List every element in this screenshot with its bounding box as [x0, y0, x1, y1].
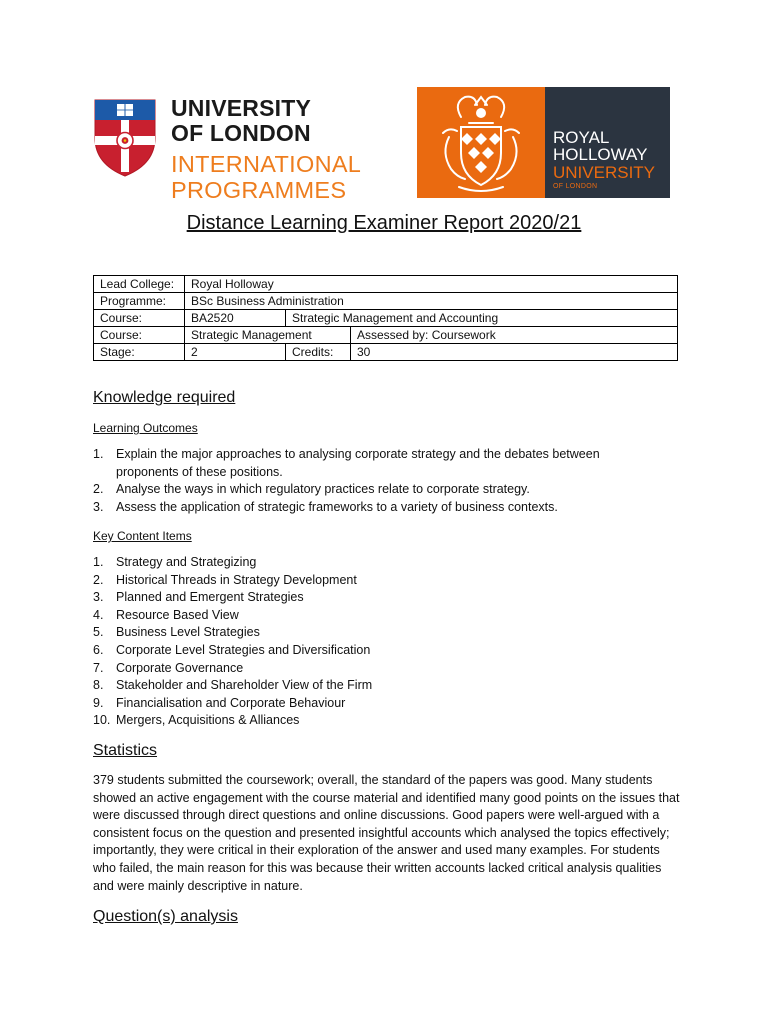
list-item: [93, 589, 653, 607]
list-number: 8.: [93, 678, 104, 693]
programme-label: Programme:: [94, 293, 185, 310]
stage-value: 2: [185, 344, 286, 361]
list-text: Resource Based View: [116, 607, 239, 622]
list-text: Mergers, Acquisitions & Alliances: [116, 713, 300, 728]
list-number: 1.: [93, 447, 104, 461]
statistics-paragraph: 379 students submitted the coursework; overall, the standard of the papers was good. Many students showed an active engagement with the course material and identified many good points on the issues that were discussed through direct questions and online discussions. Good papers were well-argued with a consistent focus on the question and presented insightful accounts which analysed the topics effectively; importantly, they were critical in their exploration of the answer and used many examples. For students who failed, the main reason for this was because their written accounts lacked critical analysis qualities and were mainly descriptive in nature.: [93, 773, 680, 893]
rh-line-4: OF LONDON: [553, 183, 598, 190]
list-item: [93, 695, 653, 713]
list-number: 3.: [93, 499, 104, 514]
course2-title: Strategic Management: [185, 327, 351, 344]
knowledge-required-heading: Knowledge required: [93, 389, 236, 406]
credits-value: 30: [351, 344, 678, 361]
list-item: [93, 712, 653, 730]
assessed-by: Assessed by: Coursework: [351, 327, 678, 344]
uol-wordmark: [171, 96, 361, 203]
table-row: [94, 344, 678, 361]
key-content-items-heading: Key Content Items: [93, 529, 192, 543]
list-number: 5.: [93, 625, 104, 640]
rh-orange-panel: [417, 87, 545, 198]
table-row: [94, 276, 678, 293]
university-of-london-logo: [93, 95, 362, 203]
uol-line-2: OF LONDON: [171, 120, 311, 146]
table-row: [94, 310, 678, 327]
course-title: Strategic Management and Accounting: [286, 310, 678, 327]
table-row: [94, 327, 678, 344]
list-number: 3.: [93, 590, 104, 605]
list-item: [93, 572, 653, 590]
list-number: 7.: [93, 660, 104, 675]
list-text: Corporate Governance: [116, 660, 244, 675]
lead-college-label: Lead College:: [94, 276, 185, 293]
list-text: Strategy and Strategizing: [116, 555, 257, 569]
rh-line-3: UNIVERSITY: [553, 163, 656, 182]
learning-outcomes-list: [93, 446, 653, 516]
credits-label: Credits:: [286, 344, 351, 361]
list-number: 2.: [93, 572, 104, 587]
royal-holloway-logo: [417, 87, 670, 198]
question-analysis-heading: Question(s) analysis: [93, 908, 238, 925]
list-item: [93, 499, 653, 517]
course2-label: Course:: [94, 327, 185, 344]
uol-line-3: INTERNATIONAL: [171, 151, 362, 177]
list-text: proponents of these positions.: [116, 464, 283, 479]
lead-college-value: Royal Holloway: [185, 276, 678, 293]
rh-line-1: ROYAL: [553, 128, 610, 147]
list-item: [93, 446, 653, 481]
list-item: [93, 642, 653, 660]
coat-of-arms-icon: [431, 93, 531, 193]
list-number: 2.: [93, 482, 104, 497]
list-item: [93, 624, 653, 642]
list-text: Financialisation and Corporate Behaviour: [116, 695, 346, 710]
list-text: Corporate Level Strategies and Diversification: [116, 642, 371, 657]
list-item: [93, 660, 653, 678]
list-text: Explain the major approaches to analysing corporate strategy and the debates between: [116, 447, 600, 461]
course-code: BA2520: [185, 310, 286, 327]
list-item: [93, 481, 653, 499]
list-number: 4.: [93, 607, 104, 622]
uol-line-4: PROGRAMMES: [171, 177, 347, 203]
list-number: 9.: [93, 695, 104, 710]
list-number: 6.: [93, 642, 104, 657]
report-title: Distance Learning Examiner Report 2020/21: [186, 212, 582, 234]
rh-line-2: HOLLOWAY: [553, 145, 648, 164]
learning-outcomes-heading: Learning Outcomes: [93, 421, 198, 435]
rh-wordmark: [553, 129, 655, 191]
course-info-table: [93, 275, 678, 361]
list-number: 10.: [93, 713, 111, 728]
list-text: Stakeholder and Shareholder View of the Firm: [116, 678, 373, 693]
shield-crest-icon: [93, 98, 157, 178]
list-item: [93, 607, 653, 625]
list-text: Analyse the ways in which regulatory practices relate to corporate strategy.: [116, 482, 530, 497]
statistics-heading: Statistics: [93, 742, 158, 759]
list-text: Planned and Emergent Strategies: [116, 590, 304, 605]
list-text: Business Level Strategies: [116, 625, 260, 640]
course-label: Course:: [94, 310, 185, 327]
stage-label: Stage:: [94, 344, 185, 361]
uol-line-1: UNIVERSITY: [171, 95, 312, 121]
list-item: [93, 554, 653, 572]
list-text: Assess the application of strategic frameworks to a variety of business contexts.: [116, 499, 558, 514]
programme-value: BSc Business Administration: [185, 293, 678, 310]
list-text: Historical Threads in Strategy Development: [116, 572, 357, 587]
list-number: 1.: [93, 555, 104, 569]
key-content-items-list: [93, 554, 653, 730]
table-row: [94, 293, 678, 310]
list-item: [93, 677, 653, 695]
